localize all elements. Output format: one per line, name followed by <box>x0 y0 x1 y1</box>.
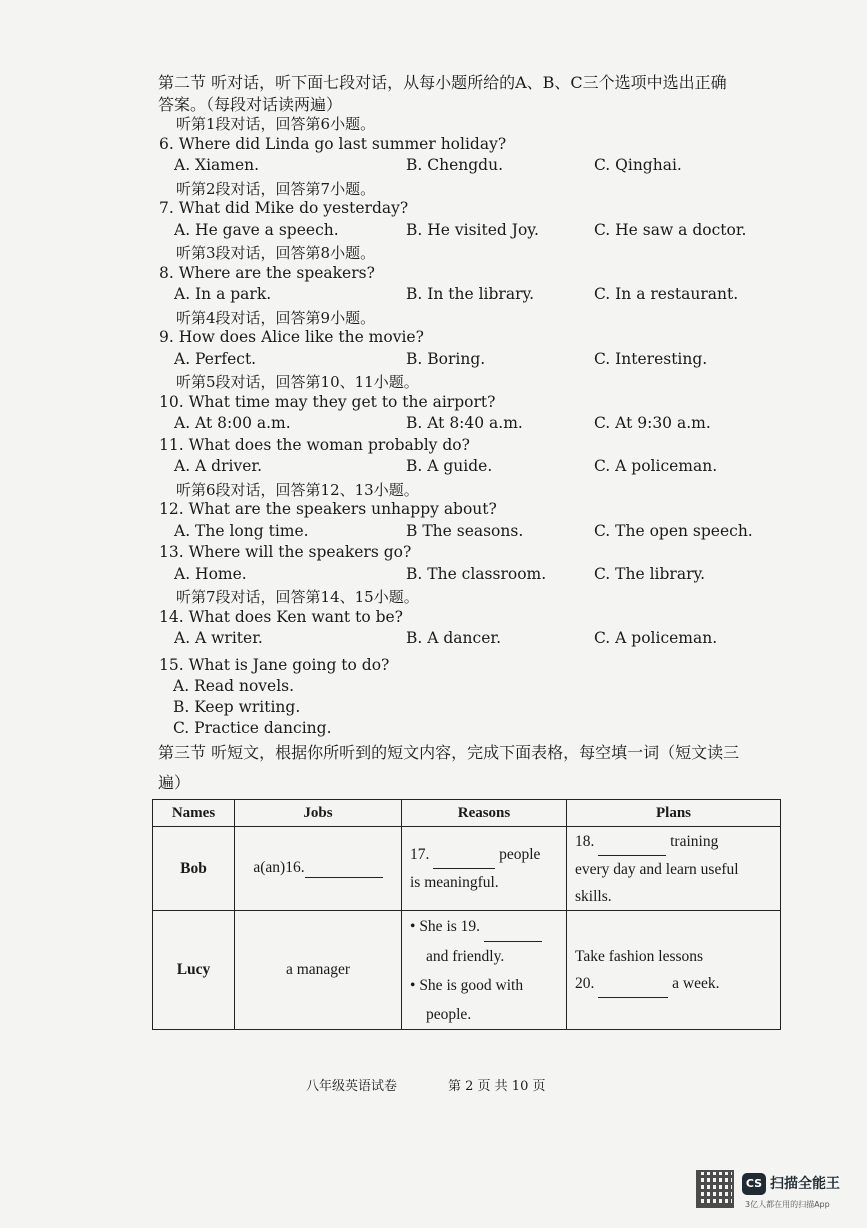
option-a: A. The long time. <box>174 521 309 540</box>
bullet-icon: • <box>410 917 416 935</box>
camscanner-tagline: 3亿人都在用的扫描App <box>745 1200 830 1209</box>
option-c: C. The library. <box>594 564 706 583</box>
option-c: C. Interesting. <box>594 349 708 368</box>
option-15-a: A. Read novels. <box>173 677 295 695</box>
option-b: B. The classroom. <box>406 564 547 583</box>
question-text: 7. What did Mike do yesterday? <box>159 199 409 217</box>
blank-19[interactable] <box>484 912 542 942</box>
lucy-reason2-a: She is good with <box>419 976 524 994</box>
lucy-plan-b: a week. <box>672 974 720 992</box>
dialog-intro: 听第2段对话，回答第7小题。 <box>176 179 376 198</box>
bob-job-label: a(an)16. <box>253 859 305 876</box>
question-text: 9. How does Alice like the movie? <box>159 328 424 346</box>
option-a: A. Xiamen. <box>174 156 260 174</box>
bob-reason-line1 <box>410 841 566 869</box>
option-b: B. A guide. <box>406 457 493 475</box>
blank-20[interactable] <box>598 970 668 998</box>
option-b: B. Boring. <box>406 349 486 368</box>
header-plans: Plans <box>567 800 781 827</box>
bob-reason-cell <box>402 827 567 911</box>
header-reasons: Reasons <box>402 800 567 827</box>
lucy-job: a manager <box>285 961 351 978</box>
lucy-plan-num: 20. <box>575 974 595 992</box>
bob-reason-num: 17. <box>410 846 430 863</box>
blank-17[interactable] <box>433 841 495 869</box>
option-a: A. A driver. <box>174 457 263 475</box>
lucy-name-cell <box>153 911 235 1030</box>
bob-plan-c: skills. <box>575 887 612 905</box>
question-text: 10. What time may they get to the airport? <box>159 392 496 411</box>
lucy-reason1-b: and friendly. <box>426 947 505 965</box>
option-b: B. At 8:40 a.m. <box>406 414 523 432</box>
option-a: A. He gave a speech. <box>174 220 339 239</box>
option-b: B. In the library. <box>406 285 535 303</box>
question-text: 12. What are the speakers unhappy about? <box>159 500 497 518</box>
lucy-plan-a: Take fashion lessons <box>575 947 704 965</box>
dialog-intro: 听第5段对话，回答第10、11小题。 <box>176 373 419 391</box>
bob-name-cell <box>153 827 235 911</box>
header-names: Names <box>153 800 235 827</box>
option-b: B. A dancer. <box>406 629 501 647</box>
qr-code-icon <box>696 1170 734 1208</box>
bob-plan-line1 <box>575 828 780 856</box>
lucy-reason1-line1 <box>410 912 566 942</box>
option-c: C. He saw a doctor. <box>594 220 747 239</box>
dialog-intro: 听第1段对话，回答第6小题。 <box>176 115 376 133</box>
dialog-intro: 听第3段对话，回答第8小题。 <box>176 244 376 262</box>
option-c: C. A policeman. <box>594 457 718 475</box>
question-text: 14. What does Ken want to be? <box>159 607 403 626</box>
bob-name: Bob <box>180 859 207 877</box>
option-b: B. Chengdu. <box>406 156 503 174</box>
table-header-row <box>153 800 781 827</box>
option-c: C. A policeman. <box>594 629 718 647</box>
bullet-icon: • <box>410 976 416 994</box>
dialog-intro: 听第6段对话，回答第12、13小题。 <box>176 480 419 499</box>
header-jobs: Jobs <box>235 800 402 827</box>
option-a: A. Perfect. <box>174 349 257 368</box>
footer-subject: 八年级英语试卷 <box>306 1079 398 1094</box>
bob-reason-a: people <box>499 846 541 863</box>
option-a: A. In a park. <box>174 285 272 303</box>
option-b: B. He visited Joy. <box>406 220 539 239</box>
answer-table <box>152 799 781 1030</box>
section-3-heading: 第三节 听短文，根据你所听到的短文内容，完成下面表格，每空填一词（短文读三 <box>158 743 740 762</box>
lucy-reason1-a: She is 19. <box>419 917 481 935</box>
option-c: C. The open speech. <box>594 521 753 540</box>
bob-plan-num: 18. <box>575 832 595 850</box>
option-c: C. At 9:30 a.m. <box>594 414 711 432</box>
option-a: A. A writer. <box>174 629 263 647</box>
blank-18[interactable] <box>598 828 666 856</box>
dialog-intro: 听第7段对话，回答第14、15小题。 <box>176 588 419 606</box>
blank-16[interactable] <box>305 859 383 878</box>
option-a: A. Home. <box>174 564 247 583</box>
question-text: 6. Where did Linda go last summer holiday? <box>159 134 507 153</box>
lucy-reason2-b: people. <box>426 1005 472 1023</box>
section-2-heading-cont: 答案。（每段对话读两遍） <box>158 95 343 114</box>
question-text: 8. Where are the speakers? <box>159 263 375 282</box>
option-c: C. Qinghai. <box>594 156 682 174</box>
camscanner-name: 扫描全能王 <box>770 1176 840 1192</box>
footer-page-number: 第 2 页 共 10 页 <box>448 1079 546 1094</box>
bob-plan-b: every day and learn useful <box>575 860 739 878</box>
lucy-name: Lucy <box>176 961 211 978</box>
lucy-reason2-line1 <box>410 971 566 1000</box>
table-row-bob <box>153 827 781 911</box>
lucy-job-cell <box>235 911 402 1030</box>
option-b: B The seasons. <box>406 521 524 540</box>
option-c: C. In a restaurant. <box>594 285 739 303</box>
bob-plan-a: training <box>670 832 719 850</box>
lucy-plan-cell <box>567 911 781 1030</box>
question-text: 11. What does the woman probably do? <box>159 435 470 454</box>
camscanner-logo: CS <box>742 1173 766 1195</box>
question-text: 13. Where will the speakers go? <box>159 543 412 561</box>
option-15-b: B. Keep writing. <box>173 698 301 716</box>
lucy-reason-cell <box>402 911 567 1030</box>
option-15-c: C. Practice dancing. <box>173 719 332 737</box>
section-2-heading: 第二节 听对话，听下面七段对话，从每小题所给的A、B、C三个选项中选出正确 <box>158 73 727 92</box>
question-15: 15. What is Jane going to do? <box>159 656 390 674</box>
table-row-lucy <box>153 911 781 1030</box>
bob-plan-cell <box>567 827 781 911</box>
bob-reason-b: is meaningful. <box>410 874 499 891</box>
lucy-plan-line2 <box>575 970 780 998</box>
bob-job-cell <box>235 827 402 911</box>
option-a: A. At 8:00 a.m. <box>174 414 291 432</box>
dialog-intro: 听第4段对话，回答第9小题。 <box>176 308 376 327</box>
section-3-heading-cont: 遍） <box>158 773 191 792</box>
